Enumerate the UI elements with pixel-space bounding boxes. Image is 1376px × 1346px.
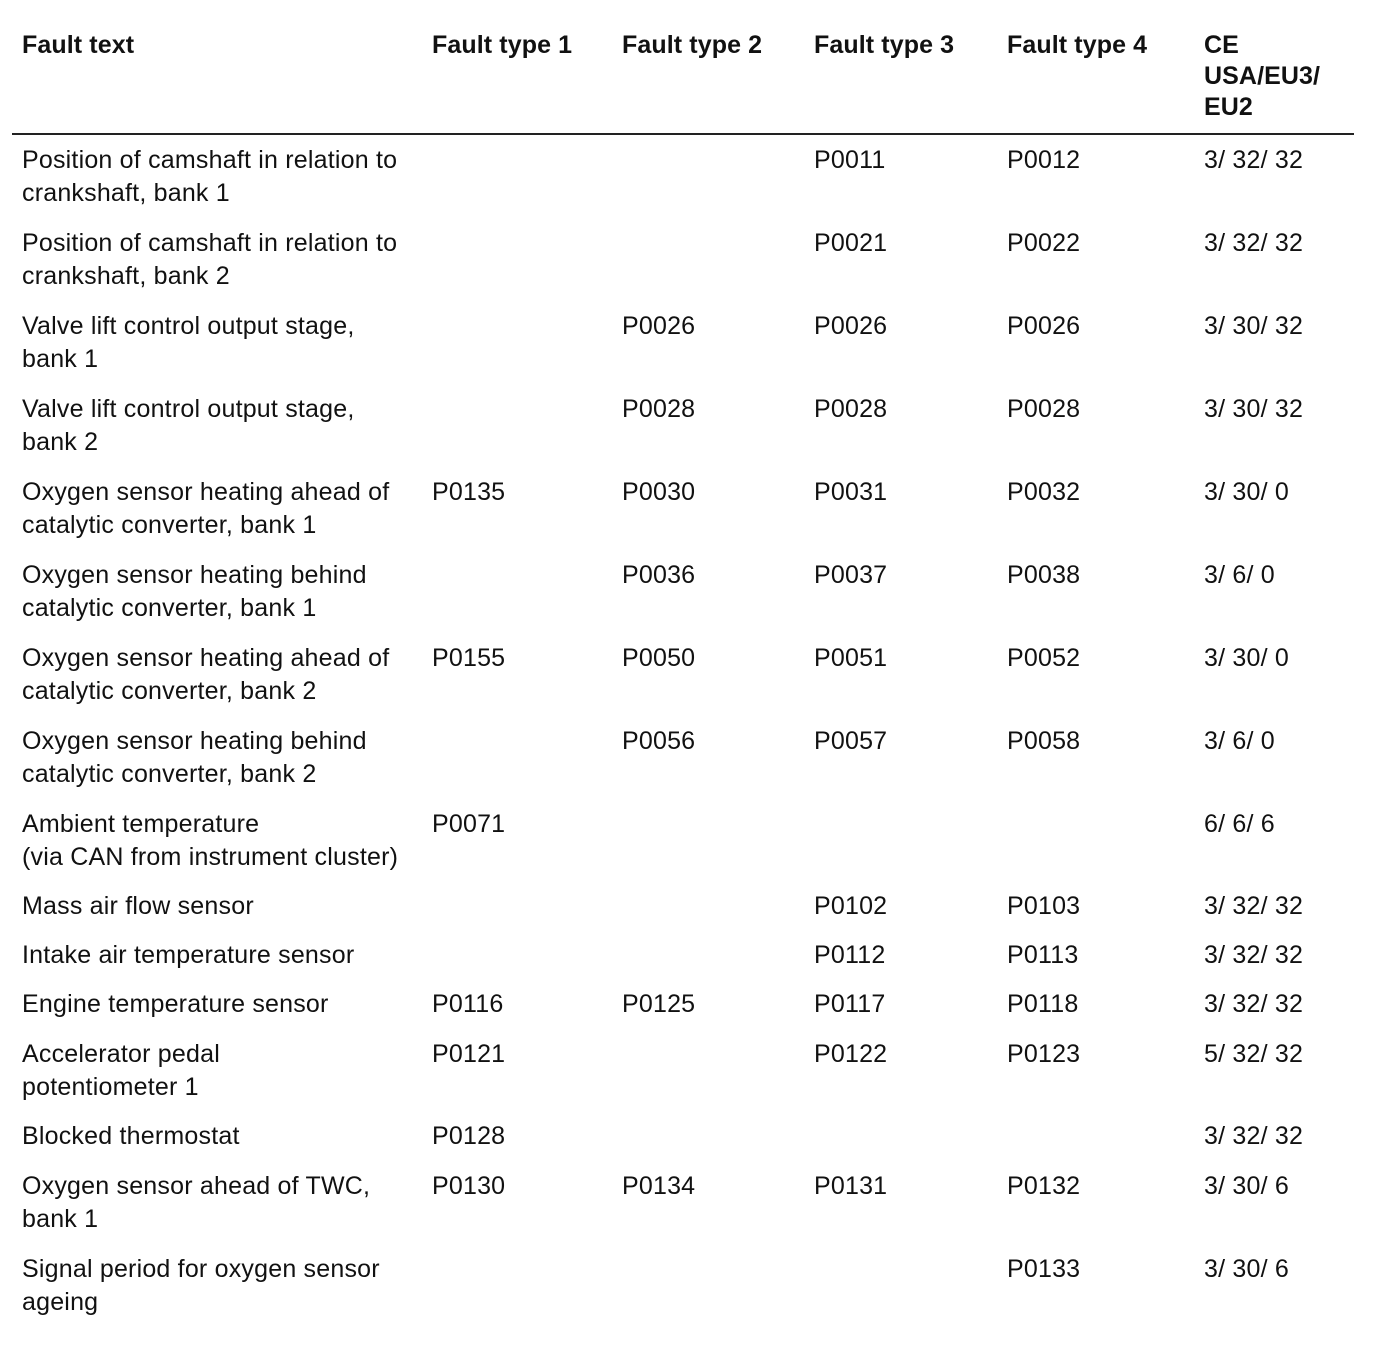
ce-cell: 3/ 30/ 6 xyxy=(1204,1255,1289,1283)
fault-text-cell xyxy=(12,384,422,467)
fault-type-1-cell: P0155 xyxy=(432,644,506,672)
fault-text-line: catalytic converter, bank 2 xyxy=(22,677,317,705)
fault-type-4-cell: P0103 xyxy=(1007,892,1081,920)
table-row xyxy=(12,1161,1354,1244)
fault-text-line: Valve lift control output stage, xyxy=(22,312,355,340)
fault-type-3-cell: P0037 xyxy=(814,561,888,589)
fault-type-3-cell: P0122 xyxy=(814,1040,888,1068)
fault-type-2-cell xyxy=(612,882,804,931)
fault-type-3-cell xyxy=(804,799,997,882)
fault-text-line: Signal period for oxygen sensor xyxy=(22,1255,380,1283)
fault-type-1-cell xyxy=(422,301,612,384)
fault-type-1-cell xyxy=(422,716,612,799)
table-row xyxy=(12,218,1354,301)
fault-type-2-cell: P0036 xyxy=(622,561,696,589)
fault-type-4-cell xyxy=(997,1112,1194,1161)
fault-type-2-cell xyxy=(612,134,804,218)
fault-type-4-cell: P0038 xyxy=(1007,561,1081,589)
ce-cell: 3/ 32/ 32 xyxy=(1204,990,1304,1018)
table-row xyxy=(12,384,1354,467)
fault-text-line: Oxygen sensor heating behind xyxy=(22,727,367,755)
fault-type-1-cell: P0135 xyxy=(432,478,506,506)
fault-text-cell xyxy=(12,716,422,799)
fault-text-cell xyxy=(12,1244,422,1327)
header-ce xyxy=(1194,26,1354,134)
fault-type-3-cell: P0102 xyxy=(814,892,888,920)
fault-type-3-cell: P0131 xyxy=(814,1172,888,1200)
table-row xyxy=(12,931,1354,980)
fault-type-2-cell: P0030 xyxy=(622,478,696,506)
fault-type-4-cell: P0058 xyxy=(1007,727,1081,755)
fault-type-1-cell xyxy=(422,1244,612,1327)
fault-code-table xyxy=(12,26,1354,1327)
fault-type-3-cell: P0011 xyxy=(814,146,886,174)
fault-text-line: crankshaft, bank 1 xyxy=(22,179,230,207)
header-fault-type-3: Fault type 3 xyxy=(804,26,997,134)
fault-text-line: catalytic converter, bank 2 xyxy=(22,760,317,788)
fault-type-3-cell xyxy=(804,1244,997,1327)
fault-type-1-cell: P0116 xyxy=(432,990,504,1018)
fault-type-4-cell: P0132 xyxy=(1007,1172,1081,1200)
fault-type-3-cell: P0117 xyxy=(814,990,886,1018)
table-row xyxy=(12,980,1354,1029)
fault-type-2-cell xyxy=(612,1244,804,1327)
fault-type-1-cell: P0128 xyxy=(432,1122,506,1150)
fault-type-1-cell: P0130 xyxy=(432,1172,506,1200)
fault-type-1-cell xyxy=(422,882,612,931)
ce-cell: 3/ 30/ 0 xyxy=(1204,644,1289,672)
ce-cell: 5/ 32/ 32 xyxy=(1204,1040,1304,1068)
fault-text-cell xyxy=(12,301,422,384)
fault-text-line: Oxygen sensor heating ahead of xyxy=(22,478,390,506)
fault-text-line: potentiometer 1 xyxy=(22,1073,199,1101)
fault-text-line: Engine temperature sensor xyxy=(22,990,329,1018)
fault-type-2-cell xyxy=(612,1112,804,1161)
fault-text-cell xyxy=(12,931,422,980)
fault-type-4-cell: P0123 xyxy=(1007,1040,1081,1068)
fault-type-2-cell: P0056 xyxy=(622,727,696,755)
header-fault-type-4: Fault type 4 xyxy=(997,26,1194,134)
table-row xyxy=(12,882,1354,931)
table-row xyxy=(12,1244,1354,1327)
header-fault-type-2: Fault type 2 xyxy=(612,26,804,134)
fault-code-table-container xyxy=(12,26,1354,1327)
fault-type-1-cell: P0121 xyxy=(432,1040,506,1068)
fault-type-1-cell xyxy=(422,384,612,467)
table-row xyxy=(12,550,1354,633)
fault-text-line: Valve lift control output stage, xyxy=(22,395,355,423)
fault-text-line: catalytic converter, bank 1 xyxy=(22,594,317,622)
fault-text-cell xyxy=(12,218,422,301)
fault-type-2-cell xyxy=(612,1029,804,1112)
fault-text-cell xyxy=(12,550,422,633)
ce-cell: 3/ 32/ 32 xyxy=(1204,941,1304,969)
ce-cell: 3/ 32/ 32 xyxy=(1204,229,1304,257)
header-fault-text: Fault text xyxy=(12,26,422,134)
header-ce-line: USA/EU3/ xyxy=(1204,62,1321,90)
fault-text-line: Accelerator pedal xyxy=(22,1040,220,1068)
fault-text-line: (via CAN from instrument cluster) xyxy=(22,843,399,871)
header-fault-type-1: Fault type 1 xyxy=(422,26,612,134)
header-ce-line: CE xyxy=(1204,31,1239,59)
fault-type-3-cell: P0021 xyxy=(814,229,888,257)
fault-type-3-cell: P0028 xyxy=(814,395,888,423)
fault-type-2-cell xyxy=(612,799,804,882)
table-row xyxy=(12,301,1354,384)
fault-text-cell xyxy=(12,1161,422,1244)
fault-text-line: ageing xyxy=(22,1288,99,1316)
fault-text-cell xyxy=(12,1029,422,1112)
fault-text-line: Ambient temperature xyxy=(22,810,260,838)
fault-type-4-cell xyxy=(997,799,1194,882)
ce-cell: 3/ 6/ 0 xyxy=(1204,561,1275,589)
table-header xyxy=(12,26,1354,134)
fault-type-1-cell xyxy=(422,218,612,301)
fault-type-4-cell: P0022 xyxy=(1007,229,1081,257)
ce-cell: 3/ 32/ 32 xyxy=(1204,1122,1304,1150)
table-row xyxy=(12,1029,1354,1112)
fault-type-2-cell: P0050 xyxy=(622,644,696,672)
fault-text-cell xyxy=(12,980,422,1029)
ce-cell: 3/ 6/ 0 xyxy=(1204,727,1275,755)
ce-cell: 3/ 32/ 32 xyxy=(1204,892,1304,920)
fault-type-1-cell xyxy=(422,550,612,633)
ce-cell: 3/ 30/ 0 xyxy=(1204,478,1289,506)
fault-type-1-cell: P0071 xyxy=(432,810,506,838)
table-row xyxy=(12,799,1354,882)
fault-type-4-cell: P0133 xyxy=(1007,1255,1081,1283)
fault-text-line: Mass air flow sensor xyxy=(22,892,254,920)
fault-text-line: Position of camshaft in relation to xyxy=(22,229,398,257)
fault-type-1-cell xyxy=(422,134,612,218)
fault-text-cell xyxy=(12,467,422,550)
table-row xyxy=(12,134,1354,218)
ce-cell: 3/ 30/ 32 xyxy=(1204,312,1304,340)
fault-type-4-cell: P0113 xyxy=(1007,941,1079,969)
fault-type-3-cell: P0031 xyxy=(814,478,888,506)
fault-text-line: Oxygen sensor ahead of TWC, xyxy=(22,1172,371,1200)
table-row xyxy=(12,467,1354,550)
fault-type-2-cell xyxy=(612,218,804,301)
header-ce-line: EU2 xyxy=(1204,93,1253,121)
fault-text-line: Intake air temperature sensor xyxy=(22,941,355,969)
fault-type-1-cell xyxy=(422,931,612,980)
table-row xyxy=(12,716,1354,799)
fault-text-cell xyxy=(12,1112,422,1161)
fault-type-4-cell: P0118 xyxy=(1007,990,1079,1018)
fault-text-line: bank 1 xyxy=(22,345,99,373)
fault-type-4-cell: P0028 xyxy=(1007,395,1081,423)
fault-text-line: bank 2 xyxy=(22,428,99,456)
fault-type-3-cell: P0051 xyxy=(814,644,888,672)
ce-cell: 3/ 30/ 32 xyxy=(1204,395,1304,423)
fault-text-line: catalytic converter, bank 1 xyxy=(22,511,317,539)
fault-text-line: Oxygen sensor heating ahead of xyxy=(22,644,390,672)
fault-text-cell xyxy=(12,882,422,931)
fault-text-line: Blocked thermostat xyxy=(22,1122,240,1150)
fault-type-2-cell: P0134 xyxy=(622,1172,696,1200)
fault-text-cell xyxy=(12,799,422,882)
ce-cell: 3/ 30/ 6 xyxy=(1204,1172,1289,1200)
fault-text-line: Position of camshaft in relation to xyxy=(22,146,398,174)
fault-text-line: crankshaft, bank 2 xyxy=(22,262,230,290)
fault-type-3-cell: P0026 xyxy=(814,312,888,340)
fault-text-line: Oxygen sensor heating behind xyxy=(22,561,367,589)
ce-cell: 6/ 6/ 6 xyxy=(1204,810,1275,838)
fault-type-2-cell: P0026 xyxy=(622,312,696,340)
table-row xyxy=(12,633,1354,716)
fault-type-2-cell xyxy=(612,931,804,980)
fault-type-2-cell: P0028 xyxy=(622,395,696,423)
fault-text-cell xyxy=(12,633,422,716)
fault-type-4-cell: P0032 xyxy=(1007,478,1081,506)
fault-type-2-cell: P0125 xyxy=(622,990,696,1018)
fault-text-cell xyxy=(12,134,422,218)
fault-type-4-cell: P0052 xyxy=(1007,644,1081,672)
table-body xyxy=(12,134,1354,1327)
header-row xyxy=(12,26,1354,134)
fault-type-3-cell xyxy=(804,1112,997,1161)
fault-type-3-cell: P0057 xyxy=(814,727,888,755)
fault-type-4-cell: P0026 xyxy=(1007,312,1081,340)
fault-text-line: bank 1 xyxy=(22,1205,99,1233)
ce-cell: 3/ 32/ 32 xyxy=(1204,146,1304,174)
fault-type-4-cell: P0012 xyxy=(1007,146,1081,174)
fault-type-3-cell: P0112 xyxy=(814,941,886,969)
table-row xyxy=(12,1112,1354,1161)
